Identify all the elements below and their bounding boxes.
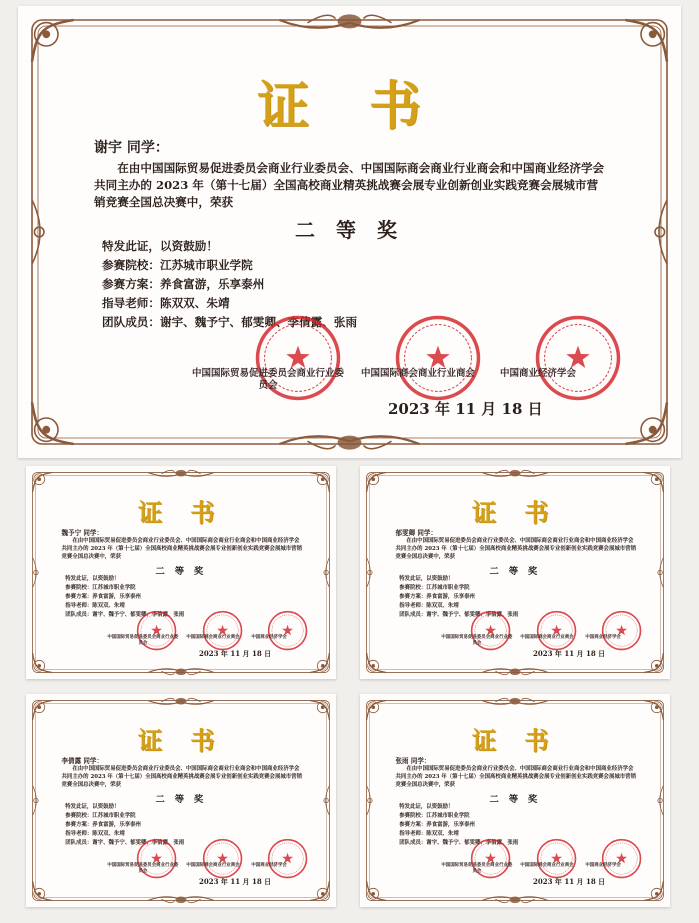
certificate-body: 在由中国国际贸易促进委员会商业行业委员会、中国国际商会商业行业商会和中国商业经济学会共同主办的 2023 年（第十七届）全国高校商业精英挑战赛会展专业创新创业实践竞赛会展城市营销竞赛全国总决赛中，荣获 bbox=[395, 766, 636, 788]
team-members-line: 团队成员：谢宇、魏予宁、郁雯卿、李倩露、张雨 bbox=[65, 840, 185, 846]
certificate-body: 在由中国国际贸易促进委员会商业行业委员会、中国国际商会商业行业商会和中国商业经济学会共同主办的 2023 年（第十七届）全国高校商业精英挑战赛会展专业创新创业实践竞赛会展城市营销竞赛全国总决赛中，荣获 bbox=[395, 538, 636, 560]
red-seal bbox=[202, 610, 243, 651]
issuer-name: 中国商业经济学会 bbox=[499, 368, 576, 379]
advisor-line: 指导老师：陈双双、朱靖 bbox=[399, 831, 459, 838]
recipient-name: 魏予宁 同学： bbox=[61, 529, 103, 538]
issuer-name: 中国国际贸易促进委员会商业行业委员会 bbox=[107, 863, 179, 875]
school-line: 参赛院校：江苏城市职业学院 bbox=[102, 258, 253, 272]
issue-date: 2023 年 11 月 18 日 bbox=[388, 400, 543, 418]
advisor-line: 指导老师：陈双双、朱靖 bbox=[65, 603, 125, 610]
red-seal bbox=[534, 314, 622, 402]
red-seal bbox=[202, 838, 243, 879]
certificate-small-3 bbox=[26, 694, 336, 907]
recipient-name: 谢宇 同学： bbox=[94, 140, 169, 156]
award-level: 二 等 奖 bbox=[155, 794, 207, 806]
red-seal bbox=[536, 610, 577, 651]
issuer-name: 中国商业经济学会 bbox=[251, 635, 287, 641]
red-seal bbox=[394, 314, 482, 402]
encouragement-line: 特发此证，以资鼓励！ bbox=[65, 576, 120, 583]
certificate-body: 在由中国国际贸易促进委员会商业行业委员会、中国国际商会商业行业商会和中国商业经济学会共同主办的 2023 年（第十七届）全国高校商业精英挑战赛会展专业创新创业实践竞赛会展城市营销竞赛全国总决赛中，荣获 bbox=[61, 766, 302, 788]
red-seal bbox=[267, 838, 308, 879]
issuer-name: 中国国际商会商业行业商会 bbox=[186, 863, 240, 869]
recipient-name: 李倩露 同学： bbox=[61, 757, 103, 766]
issue-date: 2023 年 11 月 18 日 bbox=[533, 877, 606, 887]
encouragement-line: 特发此证，以资鼓励！ bbox=[399, 576, 454, 583]
certificate-title: 证 书 bbox=[257, 76, 442, 137]
award-level: 二 等 奖 bbox=[489, 794, 541, 806]
issuer-name: 中国国际商会商业行业商会 bbox=[520, 635, 574, 641]
issue-date: 2023 年 11 月 18 日 bbox=[199, 877, 272, 887]
certificate-body: 在由中国国际贸易促进委员会商业行业委员会、中国国际商会商业行业商会和中国商业经济学会共同主办的 2023 年（第十七届）全国高校商业精英挑战赛会展专业创新创业实践竞赛会展城市营销竞赛全国总决赛中，荣获 bbox=[94, 161, 605, 209]
certificate-main bbox=[18, 6, 681, 458]
issuer-name: 中国国际商会商业行业商会 bbox=[360, 368, 475, 379]
certificate-small-2 bbox=[360, 466, 670, 679]
red-seal bbox=[601, 610, 642, 651]
plan-line: 参赛方案：养食富游，乐享泰州 bbox=[65, 594, 141, 601]
team-members-line: 团队成员：谢宇、魏予宁、郁雯卿、李倩露、张雨 bbox=[102, 315, 358, 329]
school-line: 参赛院校：江苏城市职业学院 bbox=[65, 813, 136, 820]
advisor-line: 指导老师：陈双双、朱靖 bbox=[399, 603, 459, 610]
red-seal bbox=[536, 838, 577, 879]
issue-date: 2023 年 11 月 18 日 bbox=[533, 649, 606, 659]
issuer-name: 中国国际贸易促进委员会商业行业委员会 bbox=[441, 635, 513, 647]
school-line: 参赛院校：江苏城市职业学院 bbox=[399, 585, 470, 592]
certificate-title: 证 书 bbox=[137, 726, 225, 756]
team-members-line: 团队成员：谢宇、魏予宁、郁雯卿、李倩露、张雨 bbox=[65, 612, 185, 618]
issue-date: 2023 年 11 月 18 日 bbox=[199, 649, 272, 659]
certificate-small-4 bbox=[360, 694, 670, 907]
red-seal bbox=[267, 610, 308, 651]
certificate-title: 证 书 bbox=[471, 726, 559, 756]
award-level: 二 等 奖 bbox=[295, 218, 404, 242]
team-members-line: 团队成员：谢宇、魏予宁、郁雯卿、李倩露、张雨 bbox=[399, 840, 519, 846]
encouragement-line: 特发此证，以资鼓励！ bbox=[399, 804, 454, 811]
award-level: 二 等 奖 bbox=[489, 566, 541, 578]
award-level: 二 等 奖 bbox=[155, 566, 207, 578]
advisor-line: 指导老师：陈双双、朱靖 bbox=[102, 296, 230, 310]
issuer-name: 中国国际商会商业行业商会 bbox=[186, 635, 240, 641]
certificate-title: 证 书 bbox=[137, 498, 225, 528]
red-seal bbox=[601, 838, 642, 879]
issuer-name: 中国国际贸易促进委员会商业行业委员会 bbox=[191, 368, 344, 392]
plan-line: 参赛方案：养食富游，乐享泰州 bbox=[399, 822, 475, 829]
school-line: 参赛院校：江苏城市职业学院 bbox=[65, 585, 136, 592]
certificate-body: 在由中国国际贸易促进委员会商业行业委员会、中国国际商会商业行业商会和中国商业经济学会共同主办的 2023 年（第十七届）全国高校商业精英挑战赛会展专业创新创业实践竞赛会展城市营销竞赛全国总决赛中，荣获 bbox=[61, 538, 302, 560]
issuer-name: 中国商业经济学会 bbox=[251, 863, 287, 869]
encouragement-line: 特发此证，以资鼓励！ bbox=[65, 804, 120, 811]
issuer-name: 中国商业经济学会 bbox=[585, 863, 621, 869]
certificate-small-1 bbox=[26, 466, 336, 679]
school-line: 参赛院校：江苏城市职业学院 bbox=[399, 813, 470, 820]
encouragement-line: 特发此证，以资鼓励！ bbox=[102, 239, 218, 253]
recipient-name: 张雨 同学： bbox=[395, 757, 431, 766]
issuer-name: 中国国际贸易促进委员会商业行业委员会 bbox=[441, 863, 513, 875]
plan-line: 参赛方案：养食富游，乐享泰州 bbox=[65, 822, 141, 829]
team-members-line: 团队成员：谢宇、魏予宁、郁雯卿、李倩露、张雨 bbox=[399, 612, 519, 618]
issuer-name: 中国商业经济学会 bbox=[585, 635, 621, 641]
issuer-name: 中国国际商会商业行业商会 bbox=[520, 863, 574, 869]
advisor-line: 指导老师：陈双双、朱靖 bbox=[65, 831, 125, 838]
certificate-title: 证 书 bbox=[471, 498, 559, 528]
plan-line: 参赛方案：养食富游，乐享泰州 bbox=[102, 277, 265, 291]
plan-line: 参赛方案：养食富游，乐享泰州 bbox=[399, 594, 475, 601]
issuer-name: 中国国际贸易促进委员会商业行业委员会 bbox=[107, 635, 179, 647]
recipient-name: 郁雯卿 同学： bbox=[395, 529, 437, 538]
